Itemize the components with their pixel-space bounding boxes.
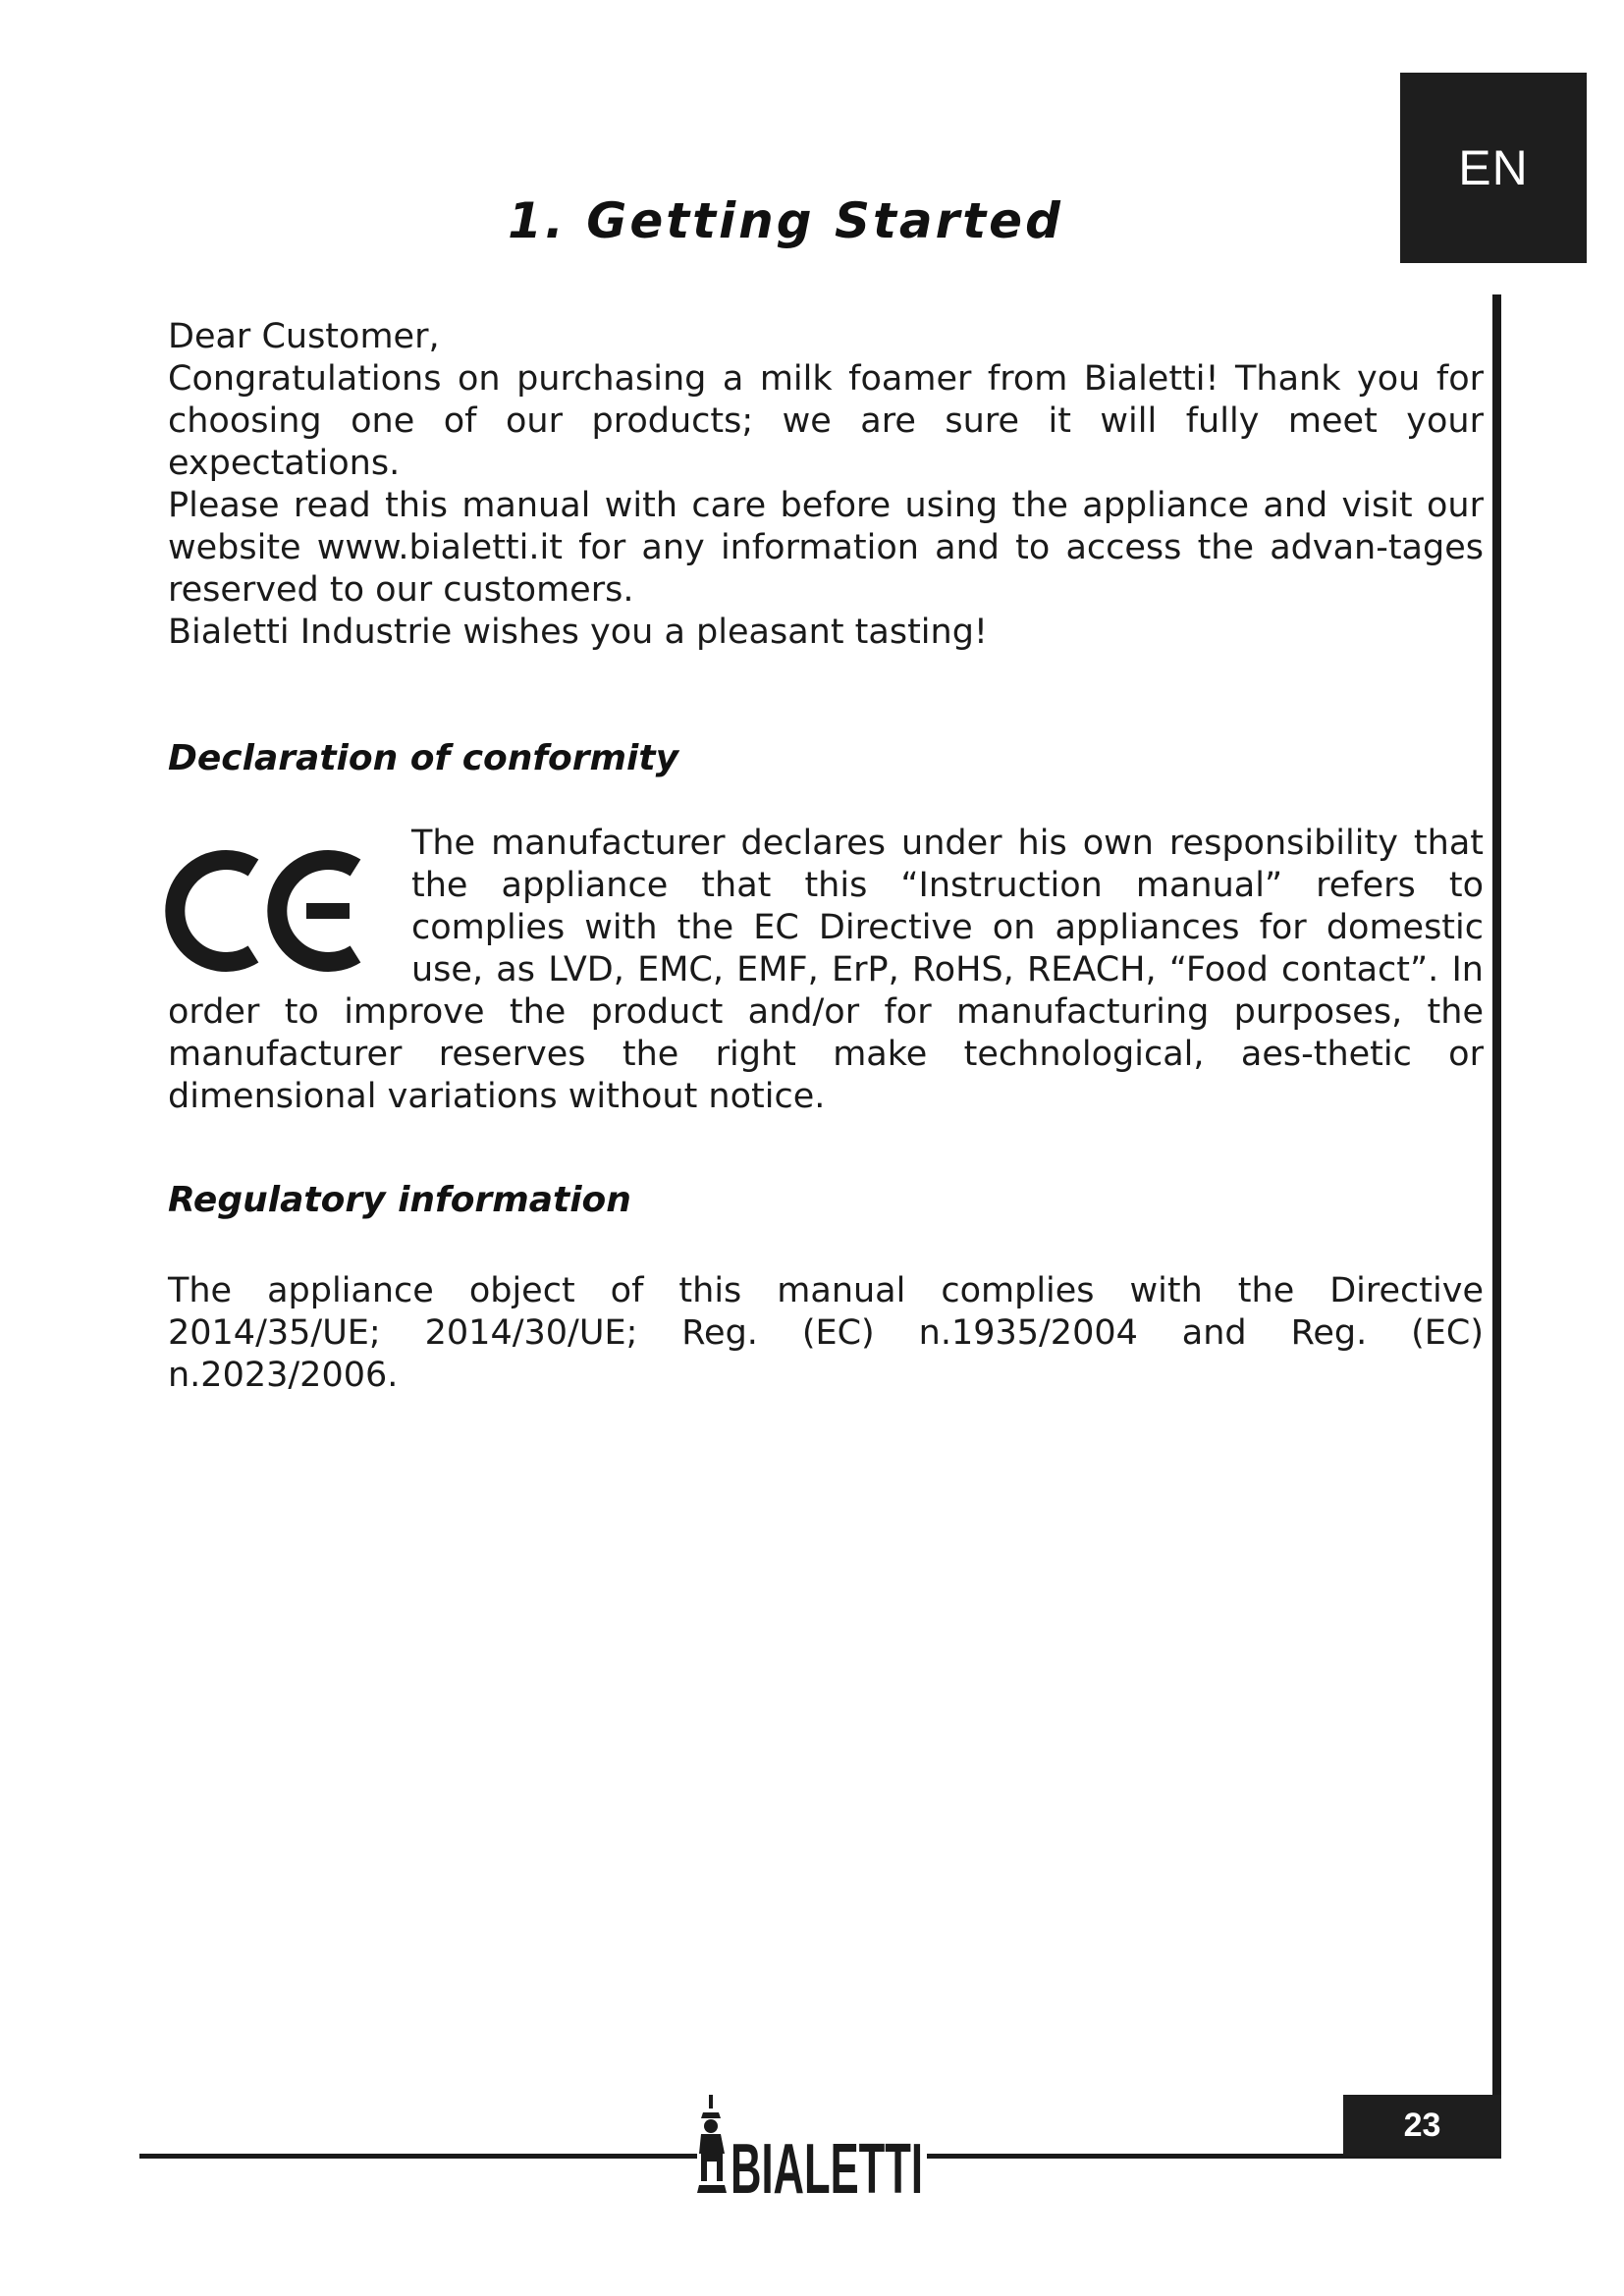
greeting: Dear Customer, xyxy=(168,317,440,356)
right-margin-rule xyxy=(1492,294,1501,2153)
page-title: 1. Getting Started xyxy=(508,192,1063,249)
declaration-body: The manufacturer declares under his own responsibility that the appliance that this “Instruction manual” refers to complies with the EC Directive on appliances for domestic use, as LVD, EMC, EMF, ErP, RoHS, REACH, “Food contact”. In order to improve the product and/or for manufacturing purposes, the manufacturer reserves the right make technological, aes-thetic or dimensional variations without notice. xyxy=(168,824,1484,1116)
regulatory-heading: Regulatory information xyxy=(168,1180,631,1220)
regulatory-body: The appliance object of this manual complies with the Directive 2014/35/UE; 2014/30/UE; Reg. (EC) n.1935/2004 and Reg. (EC) n.2023/2006. xyxy=(168,1271,1484,1395)
language-tab: EN xyxy=(1400,73,1587,263)
regulatory-section xyxy=(168,1270,1484,1397)
intro-section xyxy=(168,316,1484,654)
ce-mark-spacer xyxy=(168,823,411,988)
intro-paragraph: Congratulations on purchasing a milk foamer from Bialetti! Thank you for choosing one of our products; we are sure it will fully meet your expectations. xyxy=(168,359,1484,483)
svg-text:BIALETTI: BIALETTI xyxy=(731,2130,923,2209)
declaration-heading: Declaration of conformity xyxy=(168,738,679,778)
declaration-section xyxy=(168,823,1484,1118)
intro-paragraph: Bialetti Industrie wishes you a pleasant tasting! xyxy=(168,613,988,652)
bialetti-logo xyxy=(699,2091,927,2209)
footer-rule-left xyxy=(139,2154,697,2159)
page-number: 23 xyxy=(1343,2095,1501,2156)
intro-paragraph: Please read this manual with care before using the appliance and visit our website www.bialetti.it for any information and to access the advan-tages reserved to our customers. xyxy=(168,486,1484,610)
